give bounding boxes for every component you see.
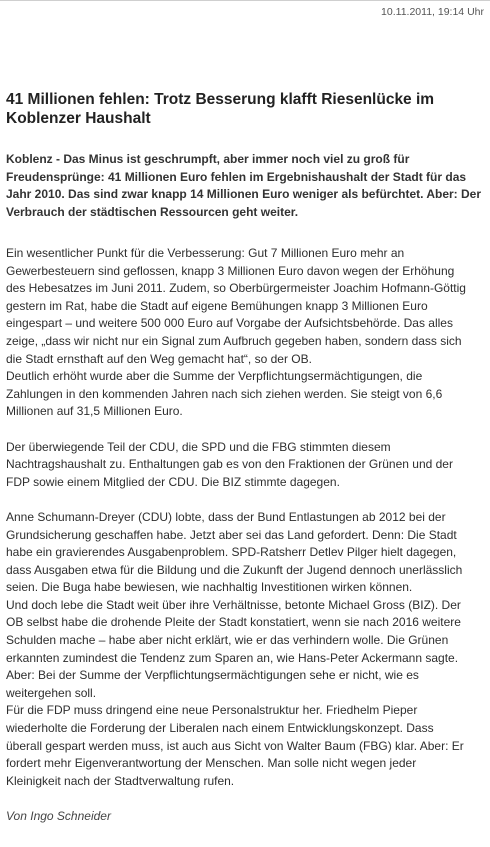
body-line: Anne Schumann-Dreyer (CDU) lobte, dass der Bund Entlastungen ab 2012 bei der (6, 509, 446, 524)
lead-line: Verbrauch der städtischen Ressourcen geht weiter. (6, 204, 299, 219)
body-line: Zahlungen in den kommenden Jahren nach sich ziehen werden. Sie steigt von 6,6 (6, 386, 443, 401)
headline-line: Koblenzer Haushalt (6, 110, 151, 127)
body-paragraph (6, 245, 484, 421)
body-line: seien. Die Buga habe bewiesen, wie nachhaltig Investitionen wirken können. (6, 580, 413, 595)
body-line: Schulden mache – habe aber nicht erklärt, wie er das verhindern wolle. Die Grünen (6, 633, 449, 648)
body-line: erkannten zumindest die Tendenz zum Sparen an, wie Hans-Peter Ackermann sagte. (6, 650, 459, 665)
article-author: Von Ingo Schneider (6, 809, 111, 823)
body-line: Ein wesentlicher Punkt für die Verbesserung: Gut 7 Millionen Euro mehr an (6, 246, 405, 260)
body-line: Nachtragshaushalt zu. Enthaltungen gab es von den Fraktionen der Grünen und der (6, 457, 453, 472)
lead-line: Freudensprünge: 41 Millionen Euro fehlen im Ergebnishaushalt der Stadt für das (6, 169, 467, 184)
lead-line: Koblenz - Das Minus ist geschrumpft, aber immer noch viel zu groß für (6, 152, 410, 166)
body-line: Aber: Bei der Summe der Verpflichtungsermächtigungen sehe er nicht, wie es (6, 668, 419, 683)
body-line: OB selbst habe die drohende Pleite der Stadt konstatiert, wenn sie nach 2016 weitere (6, 615, 461, 630)
body-paragraph (6, 509, 484, 791)
body-line: Gewerbesteuern sind geflossen, knapp 3 Millionen Euro davon wegen der Erhöhung (6, 263, 455, 278)
body-line: eingespart – und weitere 500 000 Euro auf Vorgabe der Aufsichtsbehörde. Das alles (6, 316, 453, 331)
body-line: Und doch lebe die Stadt weit über ihre Verhältnisse, betonte Michael Gross (BIZ). Der (6, 597, 461, 612)
body-line: Der überwiegende Teil der CDU, die SPD und die FBG stimmten diesem (6, 439, 391, 454)
body-line: FDP sowie einem Mitglied der CDU. Die BIZ stimmte dagegen. (6, 474, 340, 489)
body-line: gestern im Rat, habe die Stadt auf eigene Bemühungen knapp 3 Millionen Euro (6, 298, 428, 313)
headline-line: 41 Millionen fehlen: Trotz Besserung klafft Riesenlücke im (6, 91, 435, 108)
body-line: Für die FDP muss dringend eine neue Personalstruktur her. Friedhelm Pieper (6, 703, 418, 718)
top-divider (0, 0, 490, 1)
body-line: Grundsicherung geschaffen habe. Jetzt aber sei das Land gefordert. Denn: Die Stadt (6, 527, 457, 542)
body-line: fordert mehr Eigenverantwortung der Menschen. Man solle nicht wegen jeder (6, 756, 417, 771)
body-line: wiederholte die Forderung der Liberalen nach einem Entwicklungskonzept. Dass (6, 721, 434, 736)
publish-timestamp: 10.11.2011, 19:14 Uhr (381, 6, 484, 18)
article-body (6, 245, 484, 826)
body-line: Deutlich erhöht wurde aber die Summe der Verpflichtungsermächtigungen, die (6, 369, 423, 384)
body-line: habe ein gravierendes Ausgabenproblem. SPD-Ratsherr Detlev Pilger hielt dagegen, (6, 545, 457, 560)
body-line: dass Ausgaben etwa für die Bildung und die Zukunft der Jugend dennoch unerlässlich (6, 562, 463, 577)
article-lead (6, 151, 482, 221)
lead-line: Jahr 2010. Das sind zwar knapp 14 Millionen Euro weniger als befürchtet. Aber: Der (6, 187, 482, 202)
article-headline (6, 90, 476, 128)
body-line: des Hebesatzes im Juni 2011. Zudem, so Oberbürgermeister Joachim Hofmann-Göttig (6, 281, 466, 296)
body-line: überall gespart werden muss, ist auch aus Sicht von Walter Baum (FBG) klar. Aber: Er (6, 738, 464, 753)
body-paragraph (6, 439, 484, 492)
body-line: weitergehen soll. (6, 685, 97, 700)
body-line: Kleinigkeit nach der Stadtverwaltung rufen. (6, 773, 235, 788)
body-line: Millionen auf 31,5 Millionen Euro. (6, 404, 183, 419)
body-line: die Stadt ernsthaft auf den Weg gemacht hat“, so der OB. (6, 351, 312, 366)
body-line: zeige, „dass wir nicht nur ein Signal zum Aufbruch gegeben haben, sondern dass sich (6, 333, 462, 348)
